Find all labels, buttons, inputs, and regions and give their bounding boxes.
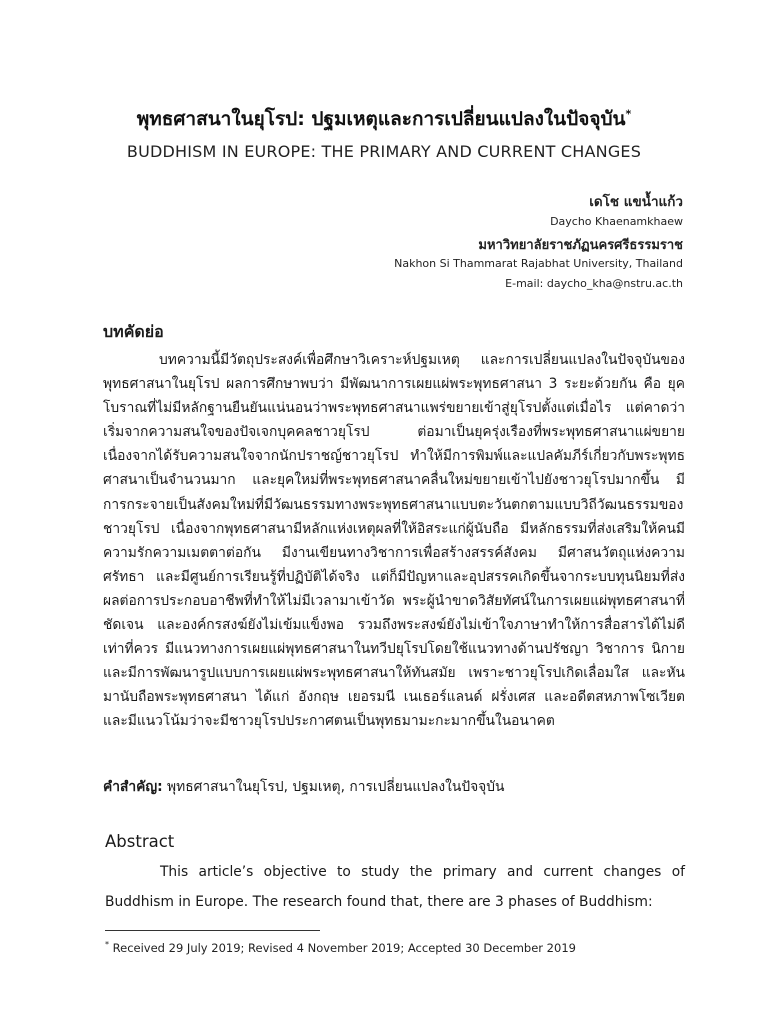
author-name-english: Daycho Khaenamkhaew xyxy=(550,215,683,228)
university-thai: มหาวิทยาลัยราชภัฏนครศรีธรรมราช xyxy=(478,238,683,253)
abstract-english-paragraph: This article’s objective to study the primary and current changes of Buddhism in Europe. The research found that, there are 3 phases of Buddhism: xyxy=(105,864,685,910)
abstract-thai-body xyxy=(103,348,685,734)
abstract-english-heading: Abstract xyxy=(105,832,175,851)
title-thai xyxy=(0,104,768,134)
abstract-thai-paragraph: บทความนี้มีวัตถุประสงค์เพื่อศึกษาวิเคราะห์ปฐมเหตุ และการเปลี่ยนแปลงในปัจจุบันของพุทธศาสนาในยุโรป ผลการศึกษาพบว่า มีพัฒนาการเผยแผ่พระพุทธศาสนา 3 ระยะด้วยกัน คือ ยุคโบราณที่ไม่มีหลักฐานยืนยันแน่นอนว่าพระพุทธศาสนาแพร่ขยายเข้าสู่ยุโรปตั้งแต่เมื่อไร แต่คาดว่าเริ่มจากความสนใจของปัจเจกบุคคลชาวยุโรป ต่อมาเป็นยุครุ่งเรืองที่พระพุทธศาสนาแผ่ขยายเนื่องจากได้รับความสนใจจากนักปราชญ์ชาวยุโรป ทำให้มีการพิมพ์และแปลคัมภีร์เกี่ยวกับพระพุทธศาสนาเป็นจำนวนมาก และยุคใหม่ที่พระพุทธศาสนาคลื่นใหม่ขยายเข้าไปยังชาวยุโรปมากขึ้น มีการกระจายเป็นสังคมใหม่ที่มีวัฒนธรรมทางพระพุทธศาสนาแบบตะวันตกตามแบบวิถีวัฒนธรรมของชาวยุโรป เนื่องจากพุทธศาสนามีหลักแห่งเหตุผลที่ให้อิสระแก่ผู้นับถือ มีหลักธรรมที่ส่งเสริมให้คนมีความรักความเมตตาต่อกัน มีงานเขียนทางวิชาการเพื่อสร้างสรรค์สังคม มีศาสนวัตถุแห่งความศรัทธา และมีศูนย์การเรียนรู้ที่ปฏิบัติได้จริง แต่ก็มีปัญหาและอุปสรรคเกิดขึ้นจากระบบทุนนิยมที่ส่งผลต่อการประกอบอาชีพที่ทำให้ไม่มีเวลามาเข้าวัด พระผู้นำขาดวิสัยทัศน์ในการเผยแผ่พุทธศาสนาที่ชัดเจน และองค์กรสงฆ์ยังไม่เข้มแข็งพอ รวมถึงพระสงฆ์ยังไม่เข้าใจภาษาทำให้การสื่อสารได้ไม่ดีเท่าที่ควร มีแนวทางการเผยแผ่พุทธศาสนาในทวีปยุโรปโดยใช้แนวทางด้านปรัชญา วิชาการ นิกาย และมีการพัฒนารูปแบบการเผยแผ่พระพุทธศาสนาให้ทันสมัย เพราะชาวยุโรปเกิดเลื่อมใส และหันมานับถือพระพุทธศาสนา ได้แก่ อังกฤษ เยอรมนี เนเธอร์แลนด์ ฝรั่งเศส และอดีตสหภาพโซเวียต และมีแนวโน้มว่าจะมีชาวยุโรปประกาศตนเป็นพุทธมามะกะมากขึ้นในอนาคต xyxy=(103,352,685,730)
author-name-thai: เดโช แขน้ำแก้ว xyxy=(589,194,683,210)
keywords-label: คำสำคัญ: xyxy=(103,779,163,795)
university-english: Nakhon Si Thammarat Rajabhat University, Thailand xyxy=(394,257,683,270)
keywords-list: พุทธศาสนาในยุโรป, ปฐมเหตุ, การเปลี่ยนแปลงในปัจจุบัน xyxy=(167,779,505,795)
abstract-english-body xyxy=(105,857,685,917)
footnote-text: Received 29 July 2019; Revised 4 November 2019; Accepted 30 December 2019 xyxy=(112,940,576,955)
footnote xyxy=(105,940,576,955)
title-english: BUDDHISM IN EUROPE: THE PRIMARY AND CURRENT CHANGES xyxy=(126,142,642,161)
abstract-thai-heading: บทคัดย่อ xyxy=(103,322,164,341)
title-footnote-marker: * xyxy=(625,107,632,121)
keywords-thai xyxy=(103,775,685,799)
footnote-divider xyxy=(105,930,320,931)
footnote-marker: * xyxy=(105,940,109,949)
author-email: E-mail: daycho_kha@nstru.ac.th xyxy=(505,277,683,290)
title-thai-text: พุทธศาสนาในยุโรป: ปฐมเหตุและการเปลี่ยนแปลงในปัจจุบัน xyxy=(136,108,626,130)
